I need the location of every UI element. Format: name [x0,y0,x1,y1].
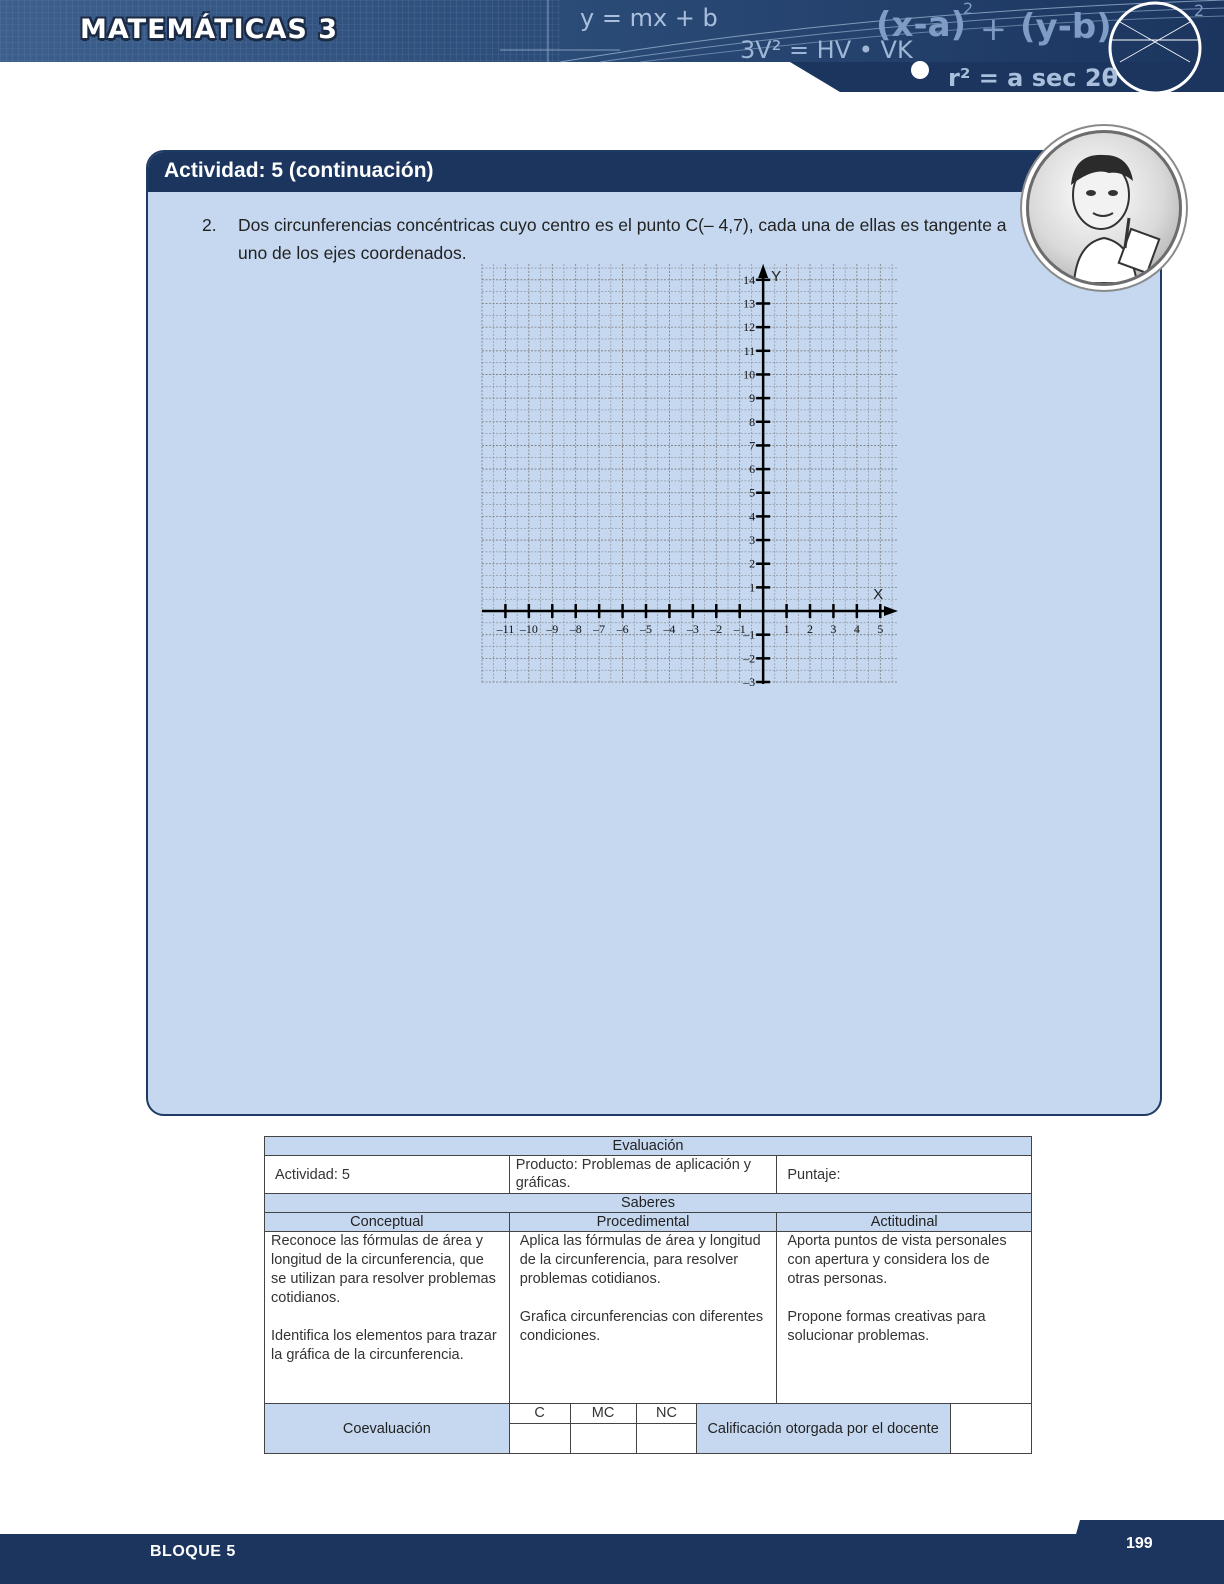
grade-nc-field[interactable] [636,1424,697,1454]
x-tick-label: –4 [663,622,676,637]
y-tick-label: 10 [743,367,756,382]
evaluation-title: Evaluación [265,1137,1032,1156]
grade-nc-header: NC [636,1404,697,1424]
x-tick-label: 5 [877,622,884,637]
teacher-grade-field[interactable] [951,1404,1032,1454]
procedimental-text: Aplica las fórmulas de área y longitud de la circunferencia, para resolver problemas cotidianos. Grafica circunferencias con diferentes condiciones. [509,1232,777,1404]
y-tick-label: 5 [749,485,756,500]
y-tick-label: 8 [749,414,756,429]
problem-text [238,211,1022,267]
formula-yb: (y-b) [1020,7,1112,47]
header-banner [0,0,1224,92]
product-label: Producto: Problemas de aplicación y gráficas. [509,1156,777,1194]
formula-line-3: r² = a sec 2θ [948,64,1119,92]
book-title: MATEMÁTICAS 3 [80,14,339,45]
actitudinal-text: Aporta puntos de vista personales con apertura y considera los de otras personas. Propone formas creativas para solucionar problemas. [777,1232,1032,1404]
column-procedimental: Procedimental [509,1213,777,1232]
x-tick-label: 1 [783,622,790,637]
x-tick-label: –11 [496,622,515,637]
y-tick-label: 11 [743,343,756,358]
y-tick-label: 1 [749,580,756,595]
x-tick-label: 2 [807,622,813,637]
x-tick-label: –8 [569,622,582,637]
y-tick-label: 7 [749,438,756,453]
x-tick-label: 3 [830,622,837,637]
x-tick-label: –5 [640,622,652,637]
saberes-header: Saberes [265,1194,1032,1213]
y-axis-label: Y [771,268,782,285]
x-tick-label: –10 [519,622,538,637]
activity-header [148,152,1160,192]
activity-label: Actividad: 5 [265,1156,510,1194]
problem-text-part-1: Dos circunferencias concéntricas cuyo centro es el punto [238,215,681,235]
x-tick-label: –7 [593,622,606,637]
problem-text-part-2: , cada una de ellas es tangente a uno de los ejes coordenados. [238,215,1007,263]
formula-exp-2: 2 [1194,1,1205,20]
cartesian-plane[interactable] [480,262,900,686]
x-tick-label: –6 [616,622,629,637]
evaluation-table [264,1136,1032,1454]
grade-c-field[interactable] [509,1424,570,1454]
y-axis-arrow-icon [758,264,768,278]
x-tick-label: –3 [686,622,699,637]
y-tick-label: 13 [743,296,756,311]
score-label: Puntaje: [777,1156,1032,1194]
x-axis-arrow-icon [884,606,898,616]
x-tick-label: –2 [710,622,723,637]
page-number: 199 [1126,1535,1153,1552]
y-tick-label: 6 [749,462,756,477]
student-avatar-icon [1026,130,1182,286]
x-axis-label: X [873,586,884,604]
y-tick-label: –3 [743,675,756,686]
column-actitudinal: Actitudinal [777,1213,1032,1232]
y-tick-label: 4 [749,509,756,524]
formula-xa: (x-a) [876,5,967,45]
conceptual-text: Reconoce las fórmulas de área y longitud de la circunferencia, que se utilizan para resolver problemas cotidianos. Identifica los elementos para trazar la gráfica de la circunferencia. [265,1232,510,1404]
y-tick-label: 12 [743,320,756,335]
coevaluacion-label: Coevaluación [265,1404,510,1454]
grade-mc-header: MC [570,1404,636,1424]
y-tick-label: –2 [743,651,756,666]
x-tick-label: 4 [853,622,860,637]
activity-title: Actividad: 5 (continuación) [164,159,434,182]
grid-lines [482,264,898,684]
x-tick-label: –1 [733,622,746,637]
formula-exp-1: 2 [963,0,974,18]
problem-2 [202,211,1022,267]
block-label: BLOQUE 5 [150,1543,236,1560]
y-tick-label: 14 [743,272,756,287]
formula-plus: + [980,10,1007,48]
teacher-grade-label: Calificación otorgada por el docente [697,1404,951,1454]
problem-number: 2. [202,215,217,235]
x-tick-label: –9 [546,622,559,637]
formula-line-1: y = mx + b [580,4,718,32]
grade-c-header: C [509,1404,570,1424]
y-tick-label: 9 [749,391,756,406]
y-tick-label: 2 [749,556,756,571]
footer [0,1520,1224,1584]
grade-mc-field[interactable] [570,1424,636,1454]
formula-line-2: 3V² = HV • VK [740,36,913,64]
coordinate-grid[interactable] [480,262,900,686]
column-conceptual: Conceptual [265,1213,510,1232]
y-tick-label: 3 [749,533,756,548]
y-tick-label: –1 [743,627,756,642]
center-point: C(– 4,7) [685,215,749,235]
